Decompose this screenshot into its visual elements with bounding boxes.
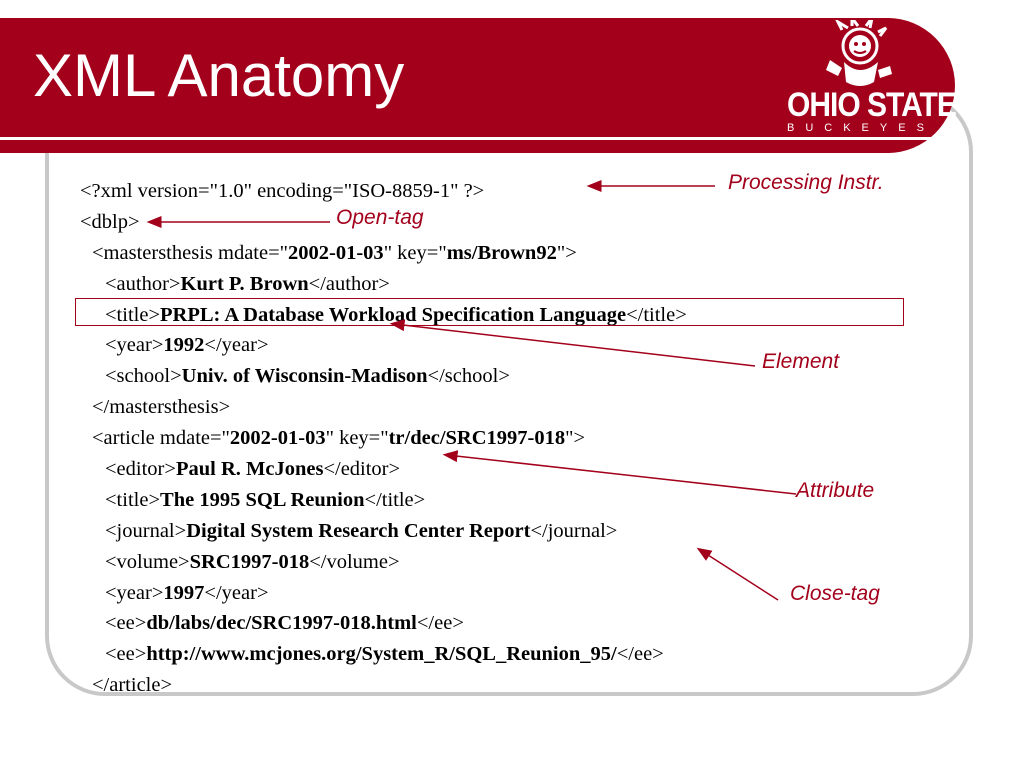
code-text: <title>: [105, 488, 161, 511]
callout-close-tag: Close-tag: [790, 582, 880, 605]
code-text: </editor>: [323, 458, 401, 481]
code-value: db/labs/dec/SRC1997-018.html: [146, 612, 417, 635]
code-text: </author>: [308, 272, 390, 295]
code-value: 1992: [163, 334, 205, 357]
callout-open-tag: Open-tag: [336, 206, 424, 229]
code-value: PRPL: A Database Workload Specification Language: [160, 303, 627, 326]
slide-title: XML Anatomy: [33, 42, 405, 109]
code-text: </year>: [204, 334, 269, 357]
code-value: 2002-01-03: [229, 427, 326, 450]
code-text: <mastersthesis mdate=": [92, 241, 289, 264]
logo-wordmark: OHIO STATE: [787, 86, 956, 124]
code-text: ">: [565, 427, 586, 450]
code-text: <year>: [105, 581, 164, 604]
code-text: <?xml version="1.0" encoding="ISO-8859-1" ?>: [80, 180, 485, 202]
code-text: <author>: [105, 272, 181, 295]
code-value: SRC1997-018: [189, 550, 310, 573]
code-text: <volume>: [105, 550, 190, 573]
code-value: The 1995 SQL Reunion: [160, 488, 365, 511]
element-arrow: [403, 325, 755, 366]
code-text: <year>: [105, 334, 164, 357]
code-value: 1997: [163, 581, 205, 604]
close-tag-arrow: [708, 555, 778, 600]
code-value: http://www.mcjones.org/System_R/SQL_Reunion_95/: [146, 643, 617, 666]
code-text: </journal>: [530, 519, 618, 542]
code-text: <school>: [105, 365, 182, 388]
code-text: <ee>: [105, 643, 147, 666]
code-text: <ee>: [105, 612, 147, 635]
code-text: <title>: [105, 303, 161, 326]
code-text: ">: [556, 241, 577, 264]
code-text: </year>: [204, 581, 269, 604]
callout-attribute: Attribute: [796, 479, 875, 502]
code-text: <dblp>: [80, 210, 140, 233]
code-text: </title>: [626, 303, 687, 326]
callout-element: Element: [762, 350, 840, 373]
code-text: " key=": [325, 427, 389, 450]
code-value: Paul R. McJones: [175, 458, 324, 481]
code-value: 2002-01-03: [288, 241, 384, 264]
logo-subtitle: BUCKEYES: [787, 122, 935, 134]
code-text: </school>: [427, 365, 510, 388]
code-value: ms/Brown92: [446, 241, 557, 264]
code-text: <editor>: [105, 458, 176, 481]
code-text: <article mdate=": [92, 427, 230, 450]
code-value: Univ. of Wisconsin-Madison: [181, 365, 428, 388]
code-text: </article>: [92, 674, 173, 697]
code-text: </title>: [364, 488, 426, 511]
callout-processing-instr: Processing Instr.: [728, 171, 884, 194]
code-text: </volume>: [309, 550, 400, 573]
code-text: </ee>: [416, 612, 464, 635]
logo-trademark: TM: [941, 127, 950, 133]
code-text: " key=": [383, 241, 447, 264]
code-text: </ee>: [616, 643, 664, 666]
code-value: tr/dec/SRC1997-018: [388, 427, 566, 450]
code-text: <journal>: [105, 519, 187, 542]
code-value: Digital System Research Center Report: [186, 519, 531, 542]
code-text: </mastersthesis>: [92, 396, 231, 419]
code-value: Kurt P. Brown: [180, 272, 309, 295]
attribute-arrow: [456, 456, 796, 494]
